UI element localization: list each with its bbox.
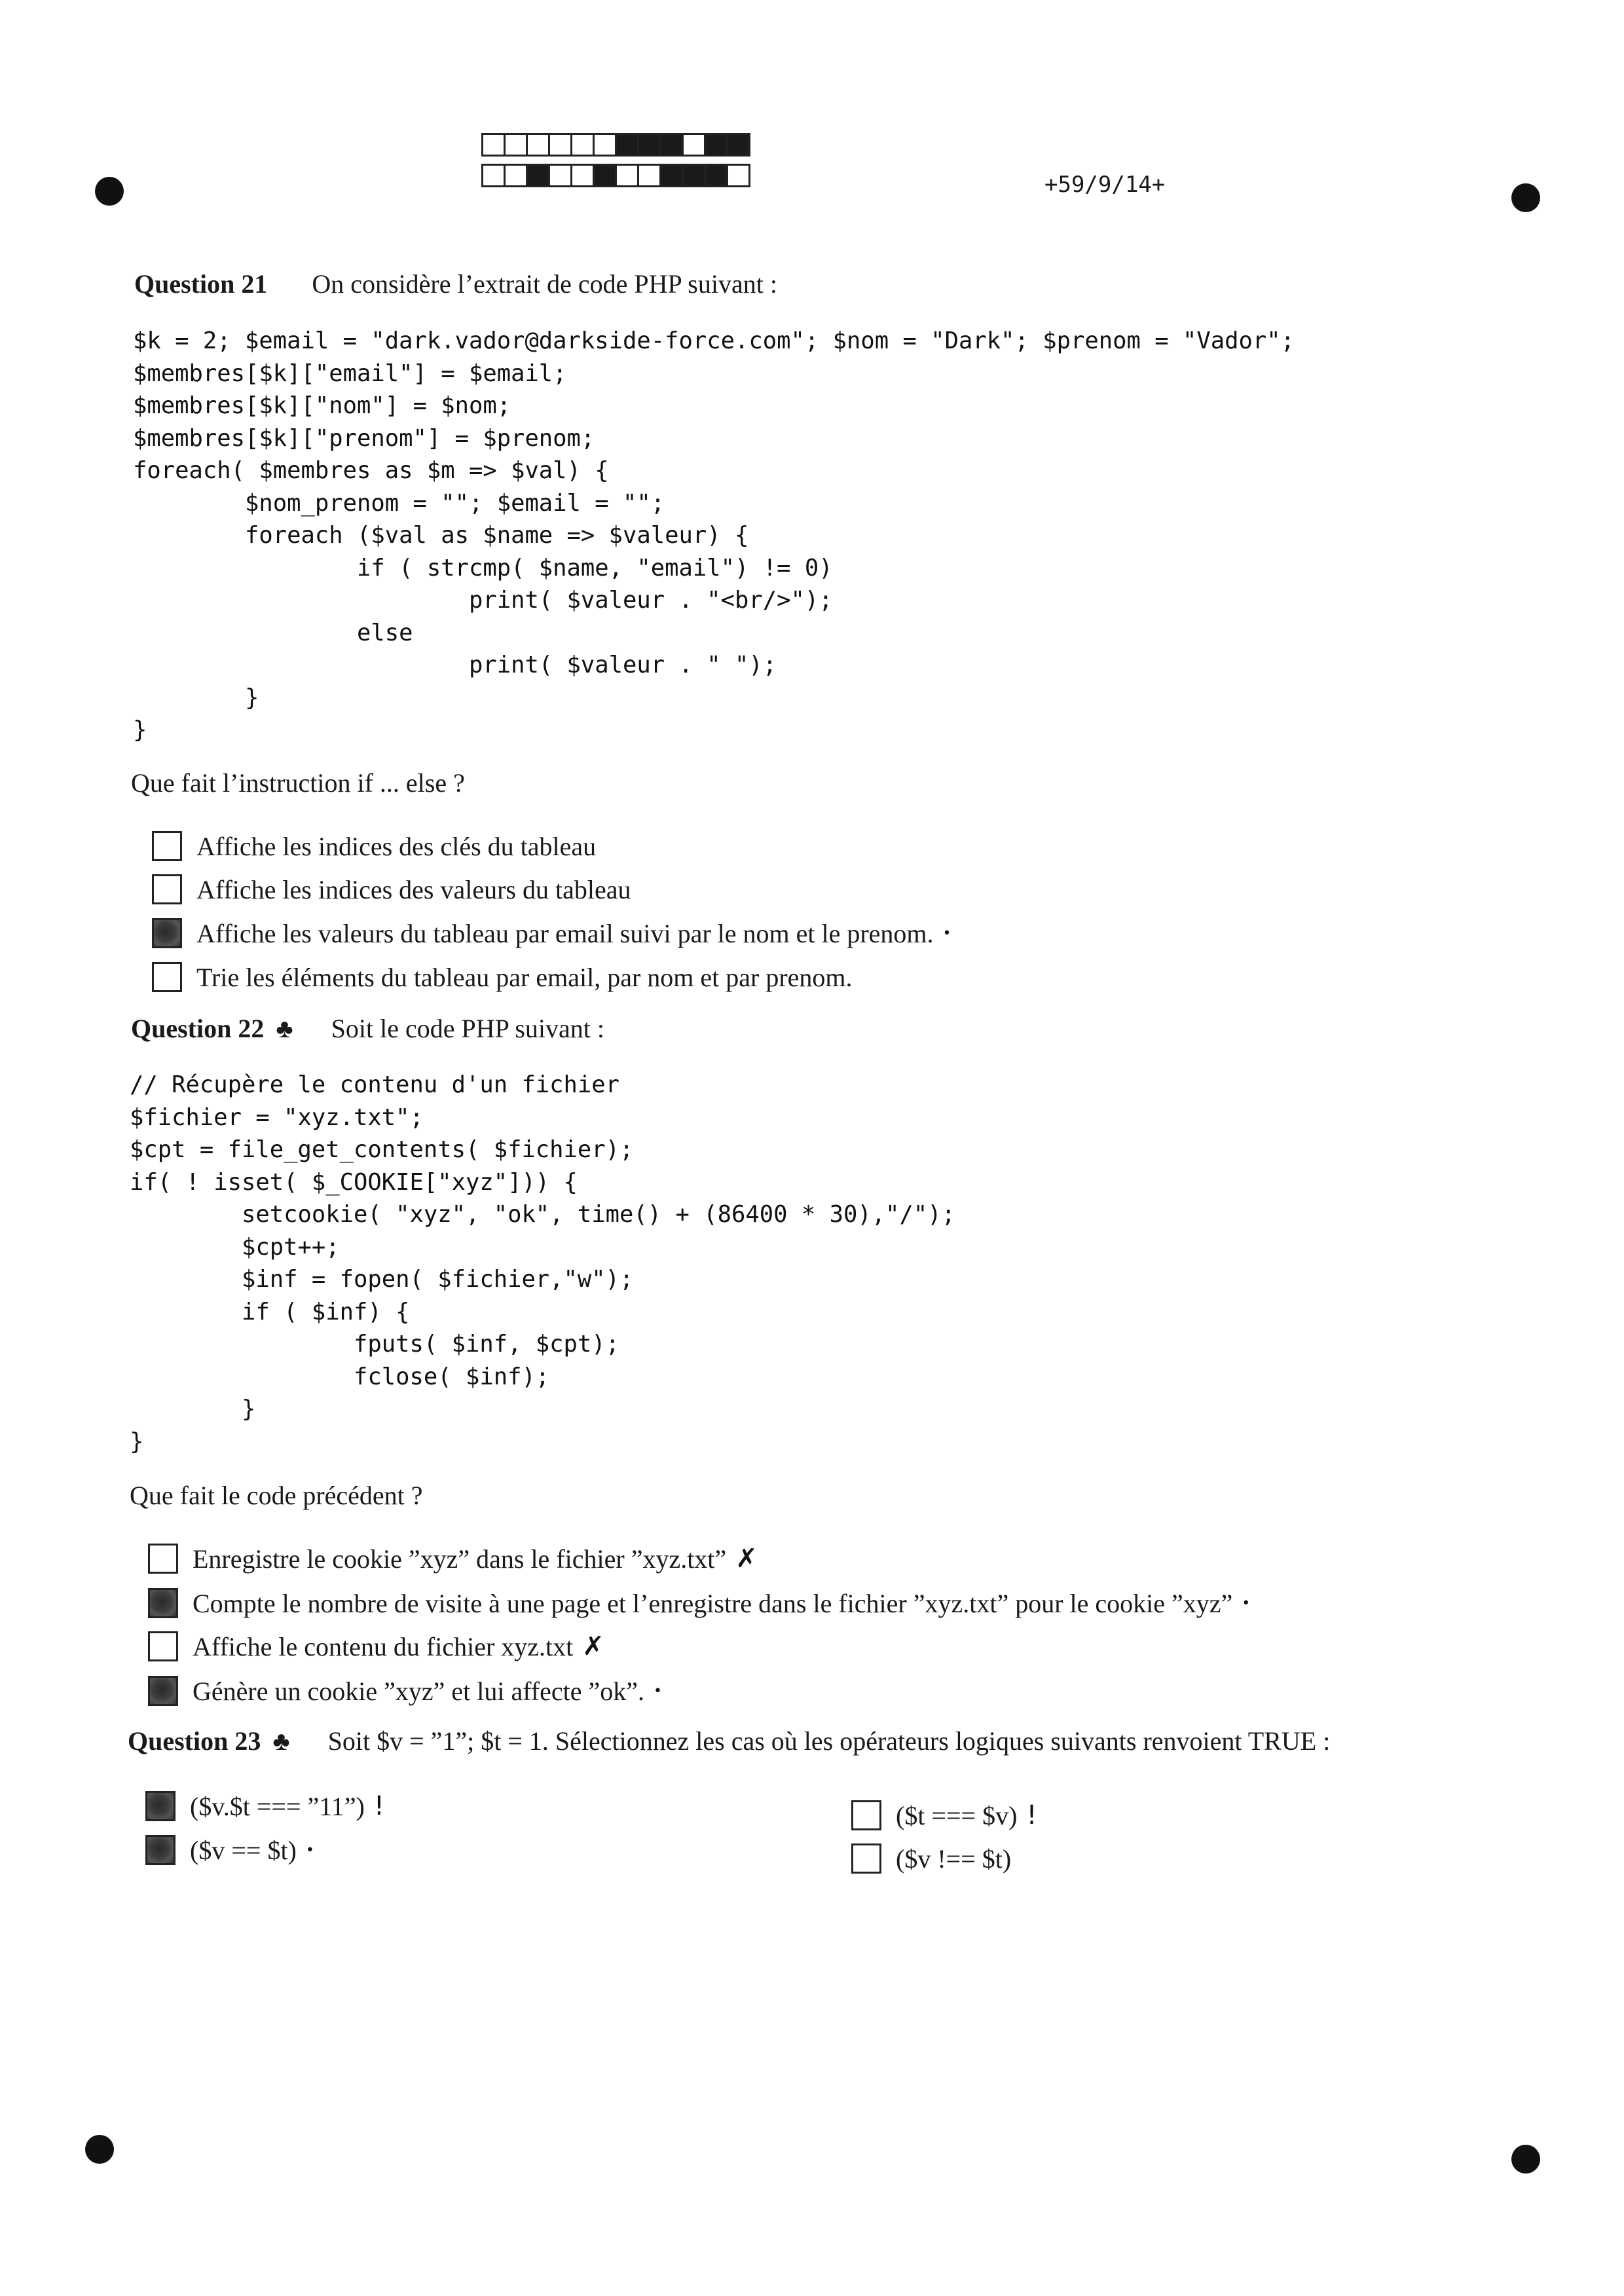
barcode-cell [593, 133, 617, 157]
registration-mark-bottom-left [85, 2135, 114, 2164]
barcode-cell [704, 164, 728, 187]
checkbox[interactable] [152, 962, 182, 992]
checkbox-checked[interactable] [145, 1791, 175, 1821]
checkbox[interactable] [152, 874, 182, 904]
handwritten-mark: • [654, 1682, 662, 1699]
question-23-text: Soit $v = ”1”; $t = 1. Sélectionnez les cas où les opérateurs logiques suivants renvoient TRUE : [327, 1726, 1331, 1756]
question-22-heading [131, 1013, 604, 1044]
registration-mark-top-left [95, 177, 124, 206]
q21-option-2[interactable] [152, 870, 631, 909]
option-label: Enregistre le cookie ”xyz” dans le fichier ”xyz.txt” [193, 1544, 727, 1574]
barcode-cell [570, 164, 595, 187]
checkbox-checked[interactable] [148, 1588, 178, 1618]
barcode-cell [682, 164, 706, 187]
q22-option-3[interactable] [148, 1627, 604, 1666]
q21-option-3[interactable] [152, 914, 951, 953]
handwritten-mark: • [305, 1842, 314, 1859]
question-21-text: On considère l’extrait de code PHP suivant : [312, 269, 777, 299]
barcode-cell [704, 133, 728, 157]
option-label: Affiche les indices des valeurs du tableau [196, 874, 631, 904]
checkbox[interactable] [152, 831, 182, 861]
option-label: Trie les éléments du tableau par email, par nom et par prenom. [196, 962, 853, 992]
question-22-label: Question 22 [131, 1014, 265, 1043]
checkbox[interactable] [148, 1544, 178, 1574]
checkbox[interactable] [851, 1843, 881, 1874]
q22-option-4[interactable] [148, 1671, 662, 1711]
barcode-row-bottom [481, 164, 748, 187]
question-22-code: // Récupère le contenu d'un fichier $fichier = "xyz.txt"; $cpt = file_get_contents( $fichier); if( ! isset( $_COOKIE["xyz"])) { setcookie( "xyz", "ok", time() + (86400 * 30),"/"); $cpt++; $inf = fopen( $fichier,"w"); if ( $inf) { fputs( $inf, $cpt); fclose( $inf); } } [130, 1071, 955, 1455]
option-label: ($t === $v) [896, 1800, 1018, 1830]
barcode-cell [726, 164, 750, 187]
question-23-heading [128, 1726, 1330, 1756]
question-22-text: Soit le code PHP suivant : [331, 1014, 605, 1043]
q23-option-1[interactable] [145, 1787, 384, 1826]
question-21-heading [134, 268, 777, 299]
checkbox-checked[interactable] [152, 918, 182, 948]
question-22-prompt: Que fait le code précédent ? [130, 1481, 423, 1510]
barcode-cell [659, 164, 684, 187]
option-label: Affiche le contenu du fichier xyz.txt [193, 1631, 574, 1661]
barcode-cell [615, 133, 639, 157]
club-icon: ♣ [272, 1726, 290, 1756]
checkbox-checked[interactable] [145, 1835, 175, 1865]
barcode-cell [615, 164, 639, 187]
barcode-row-top [481, 133, 748, 157]
q23-option-2[interactable] [145, 1830, 314, 1870]
barcode-cell [659, 133, 684, 157]
handwritten-mark: • [942, 925, 951, 942]
option-label: Affiche les valeurs du tableau par email suivi par le nom et le prenom. [196, 918, 934, 948]
handwritten-mark: ✗ [735, 1544, 758, 1574]
barcode-cell [593, 164, 617, 187]
barcode-cell [481, 133, 506, 157]
q22-option-2[interactable] [148, 1583, 1250, 1623]
registration-mark-top-right [1511, 183, 1540, 212]
option-label: Compte le nombre de visite à une page et l’enregistre dans le fichier ”xyz.txt” pour le cookie ”xyz” [193, 1588, 1233, 1618]
handwritten-mark: ! [1026, 1800, 1037, 1830]
q23-option-4[interactable] [851, 1839, 1011, 1878]
barcode-cell [637, 164, 661, 187]
barcode-cell [682, 133, 706, 157]
question-21-prompt: Que fait l’instruction if ... else ? [131, 768, 465, 798]
option-label: Génère un cookie ”xyz” et lui affecte ”ok”. [193, 1676, 644, 1706]
checkbox[interactable] [148, 1631, 178, 1661]
handwritten-mark: ! [373, 1791, 384, 1821]
question-21-label: Question 21 [134, 269, 268, 299]
checkbox-checked[interactable] [148, 1676, 178, 1706]
barcode-cell [637, 133, 661, 157]
q21-option-1[interactable] [152, 826, 596, 866]
checkbox[interactable] [851, 1800, 881, 1830]
handwritten-mark: • [1242, 1595, 1251, 1612]
barcode-cell [504, 164, 528, 187]
club-icon: ♣ [276, 1014, 293, 1043]
barcode-cell [526, 164, 550, 187]
handwritten-mark: ✗ [582, 1631, 604, 1661]
q22-option-1[interactable] [148, 1539, 758, 1578]
barcode-cell [548, 164, 572, 187]
barcode-cell [504, 133, 528, 157]
registration-mark-bottom-right [1511, 2145, 1540, 2174]
question-23-label: Question 23 [128, 1726, 261, 1756]
q23-option-3[interactable] [851, 1796, 1037, 1835]
option-label: ($v !== $t) [896, 1843, 1012, 1874]
barcode-cell [526, 133, 550, 157]
page-id: +59/9/14+ [1044, 172, 1166, 198]
barcode-cell [481, 164, 506, 187]
option-label: ($v == $t) [190, 1835, 297, 1865]
q21-option-4[interactable] [152, 957, 853, 997]
option-label: Affiche les indices des clés du tableau [196, 831, 597, 861]
question-21-code: $k = 2; $email = "dark.vador@darkside-force.com"; $nom = "Dark"; $prenom = "Vador"; $membres[$k]["email"] = $email; $membres[$k]["nom"] = $nom; $membres[$k]["prenom"] = $prenom; foreach( $membres as $m => $val) { $nom_prenom = ""; $email = ""; foreach ($val as $name => $valeur) { if ( strcmp( $name, "email") != 0) print( $valeur . "<br/>"); else print( $valeur . " "); } } [133, 327, 1295, 743]
barcode-cell [570, 133, 595, 157]
barcode-cell [726, 133, 750, 157]
option-label: ($v.$t === ”11”) [190, 1791, 365, 1821]
barcode-cell [548, 133, 572, 157]
